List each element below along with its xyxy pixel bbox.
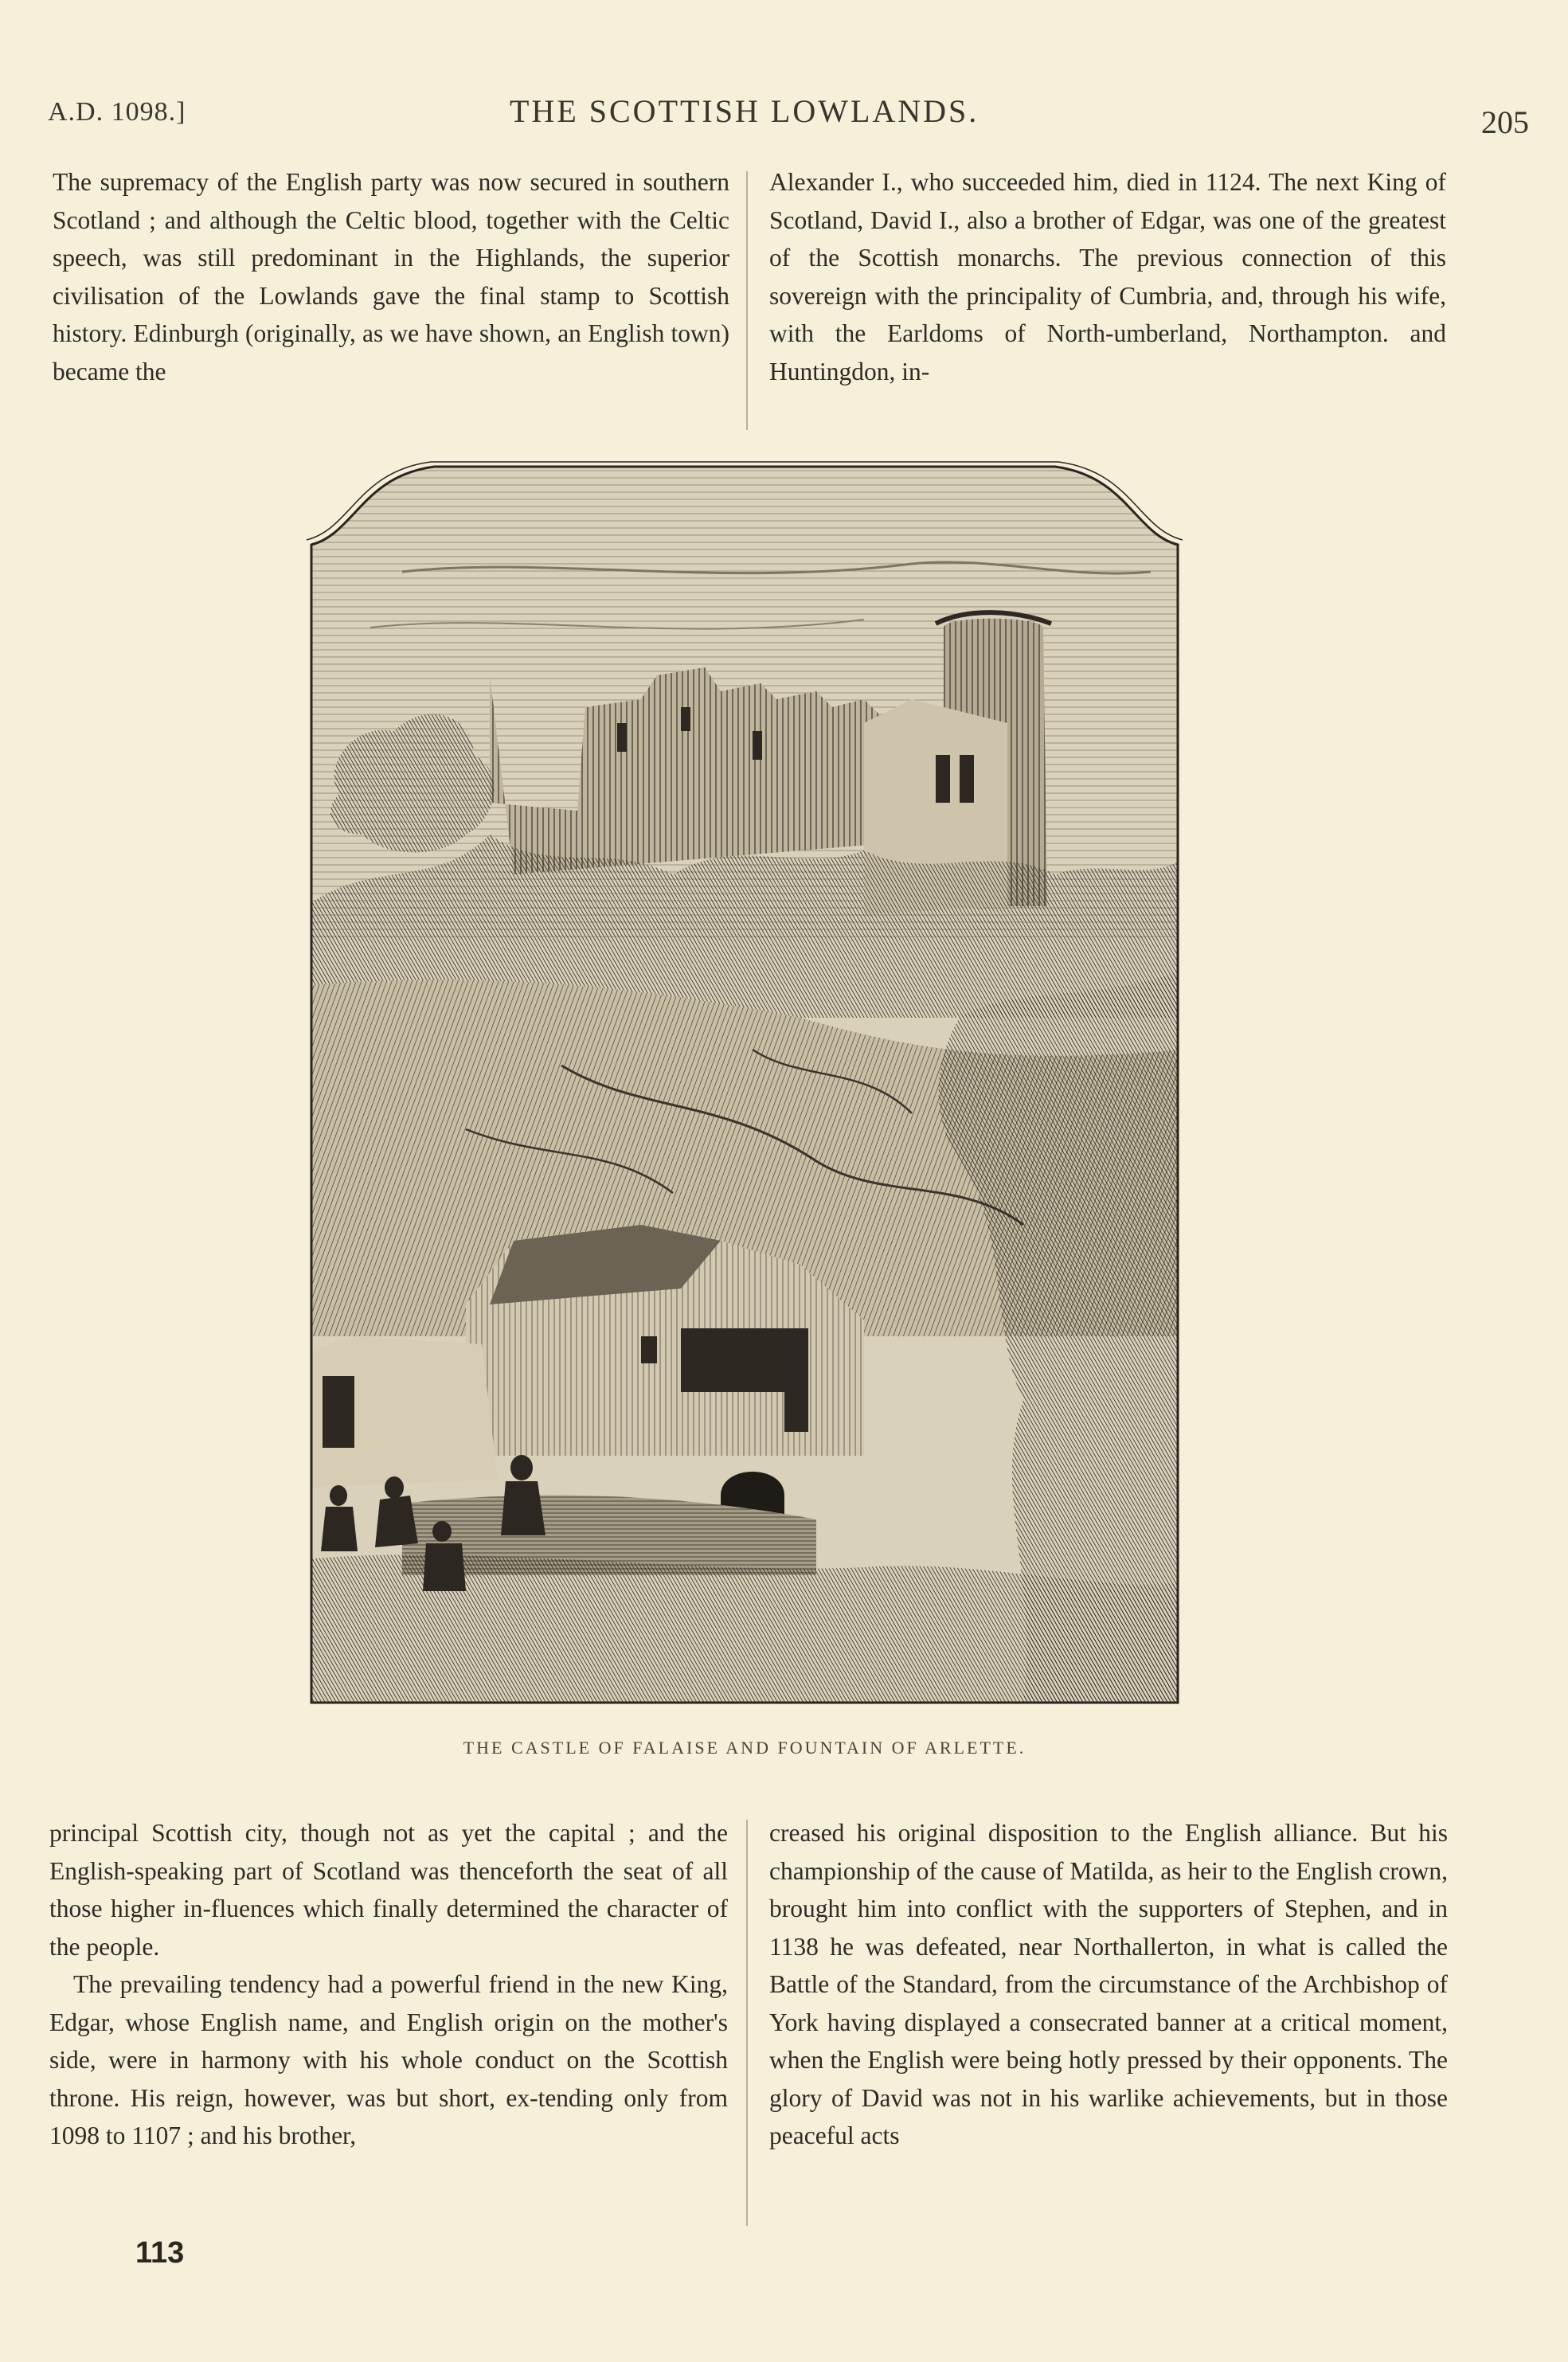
text-column-top-left (53, 163, 729, 434)
running-head (48, 86, 1529, 140)
figure-caption: THE CASTLE OF FALAISE AND FOUNTAIN OF ARLETTE. (463, 1738, 1026, 1758)
paragraph: The supremacy of the English party was now secured in southern Scotland ; and although the Celtic blood, together with the Celtic speech, was still predominant in the Highlands, the superior civilisation of the Lowlands gave the final stamp to Scottish history. Edinburgh (originally, as we have shown, an English town) became the (53, 168, 729, 385)
text-column-bottom-right (769, 1814, 1448, 2256)
page-number: 205 (1481, 104, 1529, 140)
paragraph: principal Scottish city, though not as yet the capital ; and the English-speaking part of Scotland was thenceforth the seat of all those higher in-fluences which finally determined the character of the people. (49, 1819, 728, 1961)
header-date: A.D. 1098.] (48, 97, 186, 127)
text-column-bottom-left (49, 1814, 728, 2256)
column-divider (746, 171, 748, 430)
signature-mark: 113 (135, 2236, 185, 2270)
paragraph: Alexander I., who succeeded him, died in 1124. The next King of Scotland, David I., also a brother of Edgar, was one of the greatest of the Scottish monarchs. The previous connection of this sovereign with the principality of Cumbria, and, through his wife, with the Earldoms of North-umberland, Northampton. and Huntingdon, in- (769, 168, 1446, 385)
header-title: THE SCOTTISH LOWLANDS. (510, 93, 980, 129)
paragraph: The prevailing tendency had a powerful friend in the new King, Edgar, whose English name, and English origin on the mother's side, were in harmony with his whole conduct on the Scottish throne. His reign, however, was but short, ex-tending only from 1098 to 1107 ; and his brother, (49, 1970, 728, 2149)
text-column-top-right (769, 163, 1446, 434)
paragraph: creased his original disposition to the English alliance. But his championship of the cause of Matilda, as heir to the English crown, brought him into conflict with the supporters of Stephen, and in 1138 he was defeated, near Northallerton, in what is called the Battle of the Standard, from the circumstance of the Archbishop of York having displayed a consecrated banner at a critical moment, when the English were being hotly pressed by their opponents. The glory of David was not in his warlike achievements, but in those peaceful acts (769, 1819, 1448, 2149)
engraving-castle-of-falaise (307, 460, 1183, 1719)
column-divider (746, 1820, 748, 2226)
